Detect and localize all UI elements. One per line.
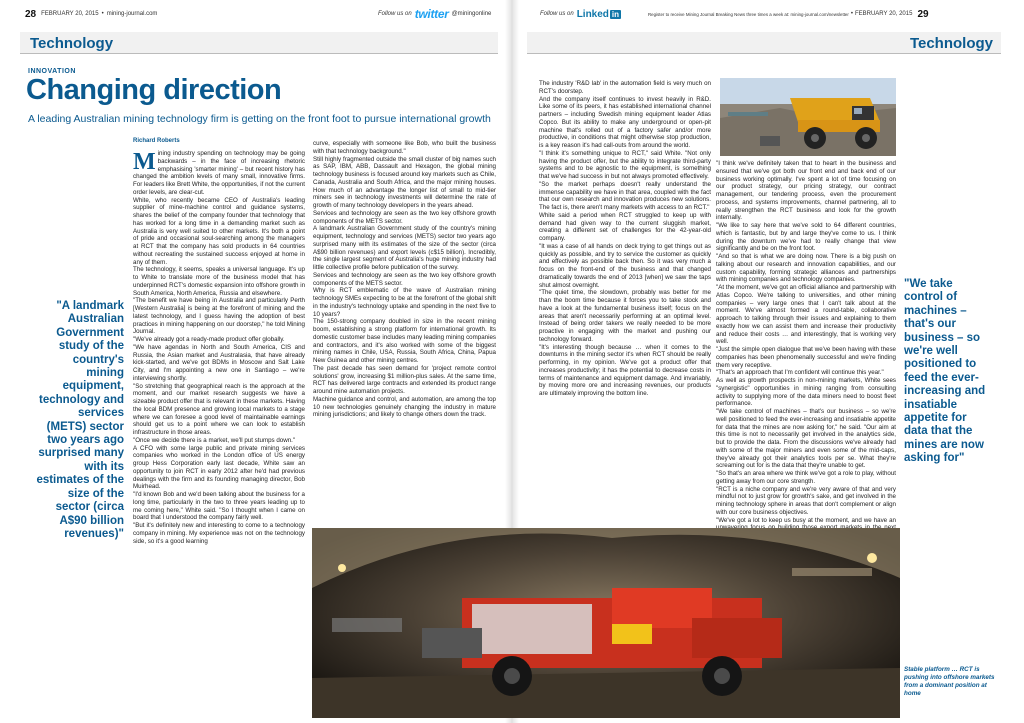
article-column-3 [539,80,711,526]
paragraph: Services and technology are seen as the two key offshore growth components of the METS sector. [313,271,496,287]
left-section-label: Technology [30,35,114,52]
underground-loader-illustration [312,528,900,718]
follow-us-label: Follow us on [378,11,412,17]
paragraph: "But it's definitely new and interesting to come to a technology company in mining. My experience was not on the technology side, so it's a good learning [133,522,305,545]
linkedin-follow[interactable] [540,8,621,20]
paragraph: As well as growth prospects in non-mining markets, White sees "synergistic" opportunities in mining ranging from consulting activity to supplying more of the data miners need to boost fleet performance. [716,377,896,408]
headline: Changing direction [26,74,282,106]
paragraph: Services and technology are seen as the two key offshore growth components of the METS sector. [313,209,496,225]
paragraph: Still highly fragmented outside the small cluster of big names such as SAP, IBM, ABB, Dassault and Hexagon, the global mining technology business is focused around key markets such as Chile, Canada, Australia and South Africa, and the major mining houses. How much of an advantage the longer list of small to mid-tier miners see in technology investments will determine the rate of growth of many technology developers in the years ahead. [313,155,496,209]
drop-cap: M [133,150,156,175]
paragraph: "And so that is what we are doing now. There is a big push on talking about our research and innovation capabilities, and our custom capability, forming strategic alliances and partnerships with mining companies and technology companies. [716,253,896,284]
left-site: mining-journal.com [106,11,158,17]
paragraph: "RCT is a niche company and we're very aware of that and very mindful not to just grow for growth's sake, and get involved in the mining technology sphere in areas that don't complement or align with our core business objectives. [716,485,896,516]
paragraph: A landmark Australian Government study of the country's mining equipment, technology and services (METS) sector two years ago surprised many with its estimates of the size of the sector (circa A$90 billion revenues) and export levels (c$15 billion). Incredibly, the single largest segment of Australia's huge mining industry had little collective profile before publication of the survey. [313,225,496,271]
paragraph: And the company itself continues to invest heavily in R&D. Like some of its peers, it has established international channel partners – including Swedish mining equipment leader Atlas Copco. But its ability to make any underground or open-pit machine that's rolled out of a factory safer and/or more productive, in conditions that might otherwise stop production, is a key reason it's had call-outs from around the world. [539,95,711,149]
article-column-2 [313,140,496,526]
kicker: INNOVATION [28,68,76,75]
paragraph: The technology, it seems, speaks a universal language. It's up to White to translate more of the business model that has underpinned RCT's domestic expansion into offshore growth in South America, North America, Russia and elsewhere. [133,266,305,297]
paragraph: A CFO with some large public and private mining services companies who worked in the London office of US energy group Hess Corporation early last decade, White saw an opportunity to join RCT in early 2012 after he'd had previous dealings with the firm and its founding managing director, Bob Muirhead. [133,444,305,491]
paragraph: "We've already got a ready-made product offer globally. [133,336,285,343]
left-section-bar [20,32,498,54]
right-section-label: Technology [909,35,993,52]
paragraph: "Just the simple open dialogue that we've been having with these companies has been phenomenally successful and we're finding them very receptive. [716,346,896,369]
paragraph: "The quiet time, the slowdown, probably was better for me than the boom time because it forces you to take stock and have a look at the fundamental business itself; focus on the areas that aren't necessarily performing at an optimal level. Instead of being order takers we really needed to be more proactive in engaging with the market and pushing our technology forward. [539,289,711,343]
paragraph: The past decade has seen demand for 'project remote control solutions' grow, increasing $1 million-plus sales. At the same time, RCT has delivered large contracts and extended its product range around mine automation projects. [313,364,496,395]
paragraph: "So the market perhaps doesn't really understand the immense capability we have in that area, coupled with the fact that our own research and innovation produces new solutions. The fact is, there aren't many markets with access to an RCT." [539,180,711,211]
paragraph: "We take control of machines – that's our business – so we're well positioned to feed the ever-increasing and insatiable appetite for data that the mines are now asking for," he said. "Our aim at this time is not to necessarily get involved in the analytics side, but to provide the data. From the discussions we've already had with some of the major miners and even some of the mid-caps, they've already got their analytics tools per se. What they're screaming out for is the data that they're unable to get. [716,408,896,470]
byline: Richard Roberts [133,138,180,144]
right-page-header: Register to receive Mining Journal Breaking News three times a week at: mining-journal.com/newsletter • FEBRUARY 20, 2015 29 [648,8,929,20]
underground-loader-photo [312,528,900,718]
newsletter-text: Register to receive Mining Journal Breaking News three times a week at: mining-journal.com/newsletter [648,11,849,17]
paragraph: "At the moment, we've got an official alliance and partnership with Atlas Copco. We're talking to universities, and other mining companies – very large ones that I can't talk about at the moment. We've almost formed a round-table, collaborative approach to talking through their issues and explaining to them exactly how we can assist them and increase their productivity and reduce their costs … and interestingly, that is working very well. [716,284,896,346]
pull-quote-left: "A landmark Australian Government study of the country's mining equipment, technology and services (METS) sector two years ago surprised many with its estimates of the size of the sector (circa A$90 billion revenues)" [36,300,124,540]
photo-caption: Stable platform … RCT is pushing into offshore markets from a dominant position at home [904,666,995,697]
paragraph: "It was a case of all hands on deck trying to get things out as quickly as possible, and try to service the customer as quickly and effectively as possible back then. So it was very much a focus on the front-end of the business and that changed dramatically towards the end of 2013 [when] we saw the taps shut almost overnight. [539,242,711,289]
left-page-number: 28 [25,8,37,20]
paragraph: White, who recently became CEO of Australia's leading supplier of mine-machine control and guidance systems, shares the belief of the company founder that technology that has worked for a long time in a demanding market such as Australia is very well suited to other markets. It's both a point of pride and occasional soul-searching among the managers at RCT that the company has sold products in 64 countries without recreating the sustained success enjoyed at home in any of them. [133,196,305,266]
paragraph: Machine guidance and control, and automation, are among the top 10 new technologies genuinely changing the industry in mature mining jurisdictions; and likely to change others down the track. [313,395,496,419]
paragraph: "So stretching that geographical reach is the approach at the moment, and our market research suggests we have a sizeable product offer that is relevant in these markets. Having the local BDM presence and growing local markets to a stage where we can foresee a good level of maintainable earnings should get us to a point where we can look to establish infrastructure in those areas. [133,382,305,436]
left-page-header: 28 FEBRUARY 20, 2015 • mining-journal.com [25,8,158,20]
standfirst: A leading Australian mining technology firm is getting on the front foot to pursue international growth [28,113,491,125]
paragraph: "I'd known Bob and we'd been talking about the business for a long time, particularly in the two to three years leading up to me coming here," White said. "So I thought when I came on board that I understood the company fairly well. [133,491,305,522]
paragraph: Why is RCT emblematic of the wave of Australian mining technology SMEs expecting to be at the forefront of the global shift in the industry's technology uptake and spending in the next five to 10 years? [313,287,496,318]
paragraph: "Once we decide there is a market, we'll put stumps down." [133,436,296,444]
paragraph: The industry 'R&D lab' in the automation field is very much on RCT's doorstep. [539,80,711,95]
paragraph: "I think we've definitely taken that to heart in the business and ensured that we've got both our front end and back end of our business working optimally. I've spent a lot of time focusing on our product strategy, our pricing strategy, our contract management, our tendering process, even the procurement process, and systems improvements, channel partnering, all to really strengthen the RCT business and look for the growth internally. [716,160,896,222]
paragraph: "We have agendas in North and South America, CIS and Russia, the Asian market and Australasia, that have already kick-started, and we've got BDMs in Moscow and Salt Lake City, and I'm appointing a new one in Santiago – we're interviewing shortly. [133,343,305,382]
follow-us-label-right: Follow us on [540,11,574,17]
paragraph: The 150-strong company doubled in size in the recent mining boom, establishing a strong platform for international growth. Its domestic customer base includes many leading mining companies and contractors, and it's also worked with some of the biggest mining names in Chile, USA, Russia, South Africa, China, Papua New Guinea and other mining centres. [313,318,496,364]
right-date: FEBRUARY 20, 2015 [854,11,913,17]
twitter-logo-icon: twitter [414,7,449,21]
haul-truck-photo [720,78,896,156]
haul-truck-illustration [720,78,896,156]
paragraph: "The benefit we have being in Australia and particularly Perth [Western Australia] is being at the forefront of mining and the latest technology, and I guess having the adoption of best practices in mining happening on our doorstep," he told Mining Journal. [133,297,305,336]
left-date: FEBRUARY 20, 2015 [41,11,99,17]
pull-quote-right: "We take control of machines – that's our business – so we're well positioned to feed the ever-increasing and insatiable appetite for data that the mines are now asking for" [904,278,986,465]
paragraph: "We like to say here that we've sold to 64 different countries, which is fantastic, but by and large they've come to us. I think during the downturn we've had to really change that view significantly and be on the front foot. [716,222,896,253]
paragraph: "So that's an area where we think we've got a role to play, without getting away from our core strength. [716,470,896,485]
article-column-1 [133,150,305,718]
linkedin-logo-icon: Linked in [576,8,620,20]
paragraph: ining industry spending on technology may be going backwards – in the face of increasing rhetoric emphasising 'smarter mining' – but recent history has changed the ambition levels of many small, innovative firms. For leaders like Brett White, the opportunities, if not the current order levels, are clear-cut. [133,150,305,196]
right-section-bar [527,32,1001,54]
paragraph: curve, especially with someone like Bob, who built the business with that technology background." [313,140,496,155]
twitter-follow[interactable] [378,8,491,20]
paragraph: White said a period when RCT struggled to keep up with demand had given way to the current sluggish market, creating a different set of challenges for the 42-year-old company. [539,211,711,242]
paragraph: "I think it's something unique to RCT," said White. "Not only having the product offer, but the ability to integrate third-party systems and to be agnostic to the equipment, is something that we've had success in but not always promoted effectively. [539,149,711,180]
paragraph: "That's an approach that I'm confident will continue this year." [716,369,884,377]
twitter-handle: @miningonline [451,11,492,17]
right-page-number: 29 [917,8,929,20]
paragraph: "We've got a lot to keep us busy at the moment, and we have an [716,517,896,540]
paragraph: "It's interesting though because … when it comes to the downturns in the mining sector it's when RCT should be really performing, in my opinion. We've got a product offer that increases productivity; it has the potential to decrease costs in terms of maintenance and equipment damage. And invariably, by moving more ore and increasing revenues, our products are ultimately improving the bottom line. [539,343,711,397]
